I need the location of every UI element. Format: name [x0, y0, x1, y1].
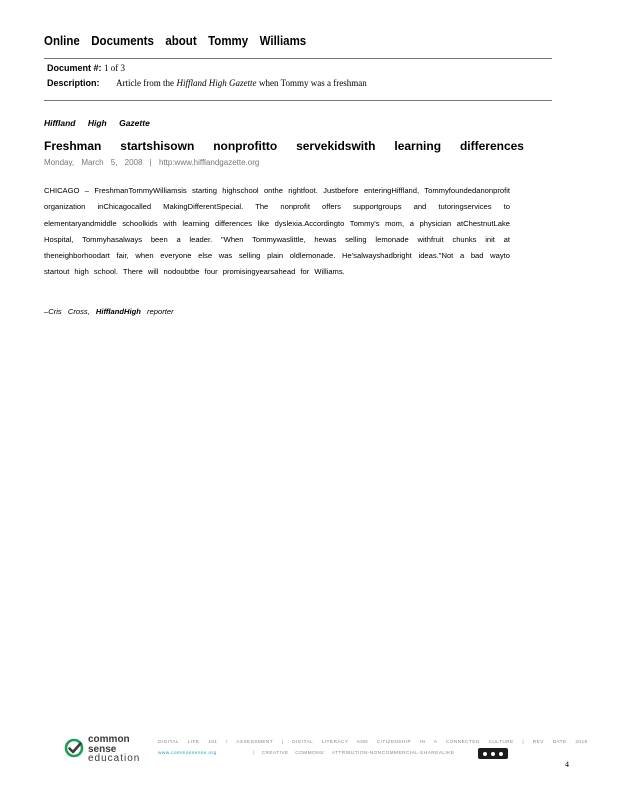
creative-commons-icon [478, 748, 508, 759]
article-byline [44, 307, 174, 316]
article-headline [44, 139, 524, 153]
cc-sa-icon [498, 751, 504, 757]
headline-word: Freshman [44, 139, 102, 153]
publication-name: Hiffland High Gazette [44, 118, 150, 128]
page-number: 4 [565, 760, 569, 769]
article-dateline: Monday, March 5, 2008 | http:www.hifflandgazette.org [44, 158, 260, 167]
logo-word-education: education [88, 753, 141, 764]
headline-word: learning [394, 139, 442, 153]
footer-course-info: DIGITAL LIFE 101 / ASSESSMENT | DIGITAL LITERACY AND CITIZENSHIP IN A CONNECTED CULTURE | REV DATE 2015 [158, 740, 588, 745]
divider [44, 100, 552, 101]
headline-word: startshisown [120, 139, 195, 153]
divider [44, 58, 552, 59]
checkmark-circle-icon [64, 738, 84, 758]
document-number-row [47, 63, 125, 73]
logo-word-sense: sense [88, 743, 117, 755]
description-label: Description: [47, 78, 100, 88]
footer-website-link[interactable]: www.commonsense.org [158, 751, 217, 756]
cc-by-icon [482, 751, 488, 757]
document-number-value: 1 of 3 [104, 63, 126, 73]
headline-word: nonprofitto [213, 139, 278, 153]
headline-word: differences [459, 139, 524, 153]
article-body: CHICAGO – FreshmanTommyWilliamsis starting highschool onthe rightfoot. Justbefore enteringHiffland, Tommyfoundedanonprofit organization inChicagocalled MakingDifferentSpecial. The nonprofit offers supportgroups and tutoringservices to elementaryandmiddle schoolkids with learning differences like dyslexia.Accordingto Tommy's mom, a physician atChestnutLake Hospital, Tommyhasalways been a leader. "When Tommywaslittle, hewas selling lemonade withfruit chunks init at theneighborhoodart fair, when everyone else was selling plain oldlemonade. He'salwayshadbright ideas."Not a bad wayto startout high school. There will nodoubtbe four promisingyearsahead for Williams. [44, 186, 510, 277]
footer-license-row [158, 751, 454, 756]
cc-nc-icon [490, 751, 496, 757]
logo-wordmark [88, 735, 140, 764]
document-number-label: Document #: [47, 63, 102, 73]
description-source: Hiffland High Gazette [176, 78, 257, 88]
description-text-pre: Article from the [116, 78, 175, 88]
byline-role: reporter [147, 307, 174, 316]
headline-word: servekidswith [296, 139, 376, 153]
common-sense-education-logo [64, 735, 154, 767]
logo-word-common: common [88, 734, 130, 745]
page-title: Online Documents about Tommy Williams [44, 34, 307, 48]
byline-author: –Cris Cross, [44, 307, 90, 316]
description-row [47, 78, 367, 88]
byline-organization: HifflandHigh [95, 307, 141, 316]
footer-license-text: | CREATIVE COMMONS: ATTRIBUTION-NONCOMMERCIAL-SHAREALIKE [253, 751, 455, 756]
description-text-post: when Tommy was a freshman [259, 78, 367, 88]
